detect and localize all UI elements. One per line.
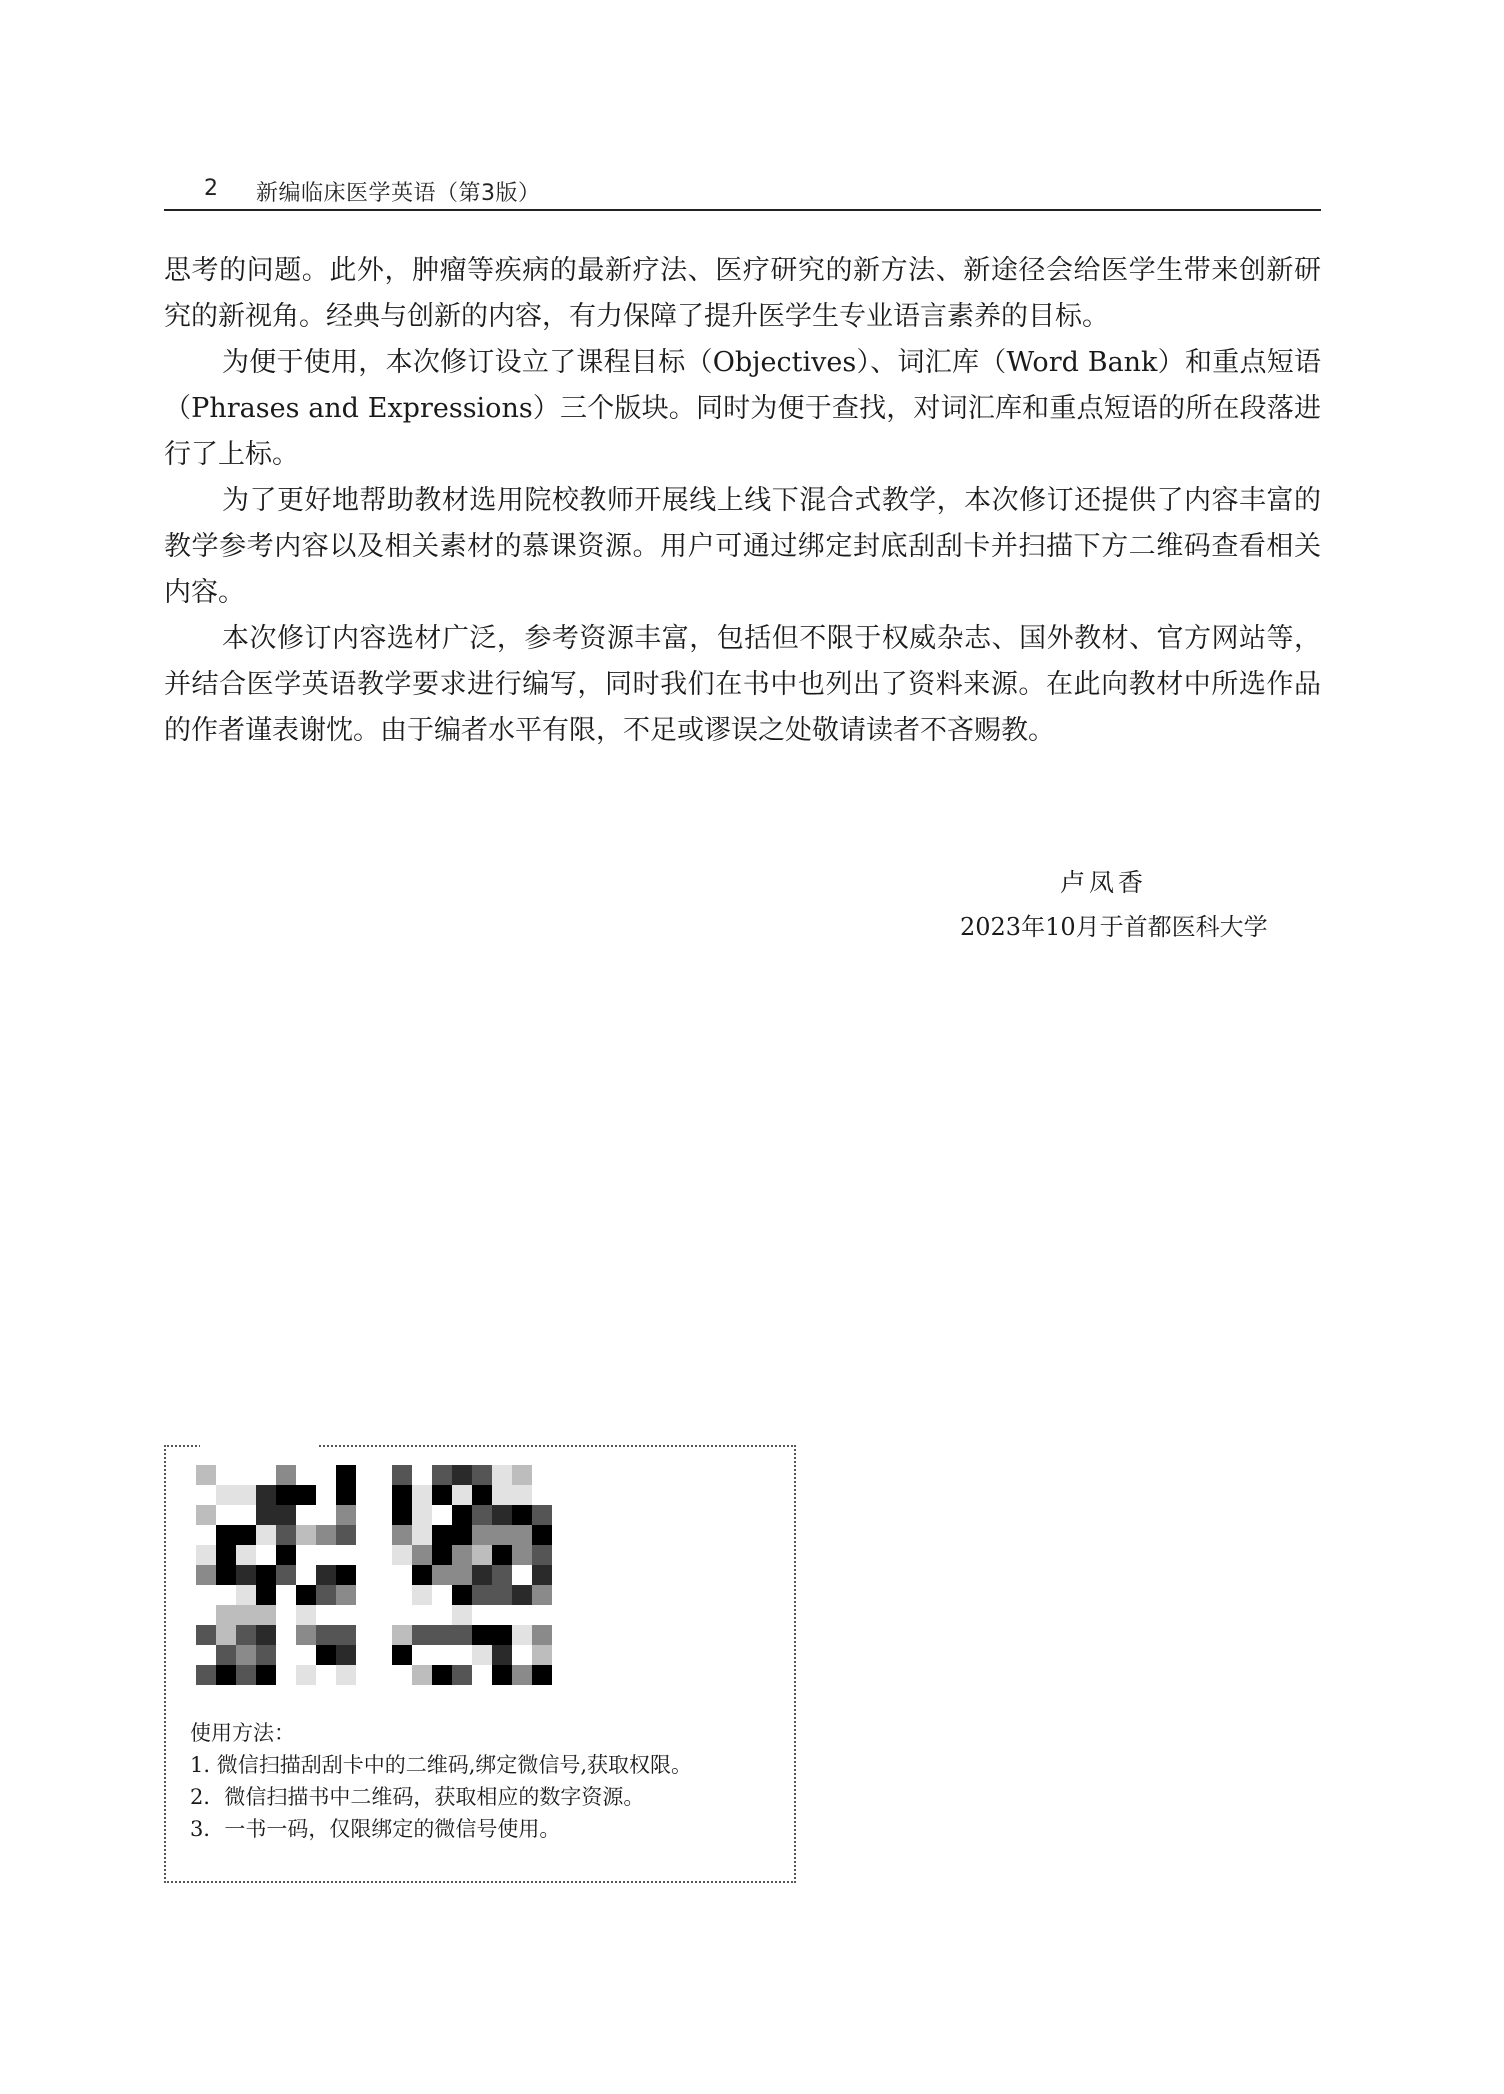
qr-module — [392, 1465, 412, 1485]
qr-module — [532, 1545, 552, 1565]
qr-module — [392, 1525, 412, 1545]
qr-module — [452, 1525, 472, 1545]
qr-module — [452, 1505, 472, 1525]
qr-module — [336, 1525, 356, 1545]
qr-code-left[interactable] — [188, 1461, 364, 1693]
date-place: 2023年10月于首都医科大学 — [960, 913, 1268, 941]
qr-module — [512, 1485, 532, 1505]
qr-module — [472, 1485, 492, 1505]
qr-module — [256, 1605, 276, 1625]
qr-module — [256, 1565, 276, 1585]
qr-module — [532, 1645, 552, 1665]
qr-module — [392, 1485, 412, 1505]
qr-module — [276, 1485, 296, 1505]
qr-module — [432, 1485, 452, 1505]
qr-module — [196, 1505, 216, 1525]
qr-module — [236, 1545, 256, 1565]
qr-module — [412, 1585, 432, 1605]
qr-module — [432, 1665, 452, 1685]
qr-module — [452, 1605, 472, 1625]
qr-module — [316, 1525, 336, 1545]
paragraph: 本次修订内容选材广泛，参考资源丰富，包括但不限于权威杂志、国外教材、官方网站等，并结合医学英语教学要求进行编写，同时我们在书中也列出了资料来源。在此向教材中所选作品的作者谨表谢忱。由于编者水平有限，不足或谬误之处敬请读者不吝赐教。 — [164, 623, 1321, 746]
qr-module — [276, 1505, 296, 1525]
qr-module — [216, 1545, 236, 1565]
qr-module — [412, 1485, 432, 1505]
qr-module — [512, 1525, 532, 1545]
qr-module — [236, 1485, 256, 1505]
qr-module — [216, 1485, 236, 1505]
qr-module — [236, 1565, 256, 1585]
qr-module — [452, 1545, 472, 1565]
qr-module — [492, 1585, 512, 1605]
qr-module — [336, 1645, 356, 1665]
qr-module — [472, 1525, 492, 1545]
qr-module — [472, 1585, 492, 1605]
qr-module — [236, 1625, 256, 1645]
qr-module — [336, 1585, 356, 1605]
page-number: 2 — [204, 176, 218, 201]
book-title: 新编临床医学英语（第3版） — [256, 181, 541, 206]
qr-module — [492, 1485, 512, 1505]
qr-module — [512, 1625, 532, 1645]
qr-module — [216, 1565, 236, 1585]
qr-module — [392, 1545, 412, 1565]
body-text — [164, 248, 1321, 754]
qr-module — [432, 1545, 452, 1565]
qr-module — [412, 1625, 432, 1645]
qr-module — [236, 1605, 256, 1625]
qr-module — [532, 1665, 552, 1685]
qr-module — [472, 1545, 492, 1565]
qr-module — [432, 1525, 452, 1545]
qr-module — [256, 1585, 276, 1605]
qr-module — [532, 1625, 552, 1645]
qr-module — [452, 1465, 472, 1485]
qr-module — [512, 1465, 532, 1485]
qr-module — [296, 1485, 316, 1505]
qr-module — [492, 1565, 512, 1585]
qr-module — [336, 1505, 356, 1525]
qr-module — [216, 1605, 236, 1625]
qr-module — [236, 1585, 256, 1605]
qr-module — [316, 1625, 336, 1645]
qr-module — [236, 1525, 256, 1545]
qr-module — [432, 1565, 452, 1585]
usage-instructions — [190, 1717, 780, 1845]
qr-module — [256, 1525, 276, 1545]
qr-module — [316, 1585, 336, 1605]
qr-module — [472, 1505, 492, 1525]
paragraph: 思考的问题。此外，肿瘤等疾病的最新疗法、医疗研究的新方法、新途径会给医学生带来创新研究的新视角。经典与创新的内容，有力保障了提升医学生专业语言素养的目标。 — [164, 255, 1321, 332]
qr-module — [196, 1665, 216, 1685]
qr-module — [196, 1545, 216, 1565]
qr-module — [452, 1585, 472, 1605]
qr-module — [296, 1605, 316, 1625]
qr-module — [196, 1625, 216, 1645]
qr-code-box — [164, 1445, 796, 1883]
qr-module — [336, 1625, 356, 1645]
qr-module — [316, 1565, 336, 1585]
qr-module — [532, 1505, 552, 1525]
qr-module — [216, 1625, 236, 1645]
qr-module — [392, 1505, 412, 1525]
qr-module — [276, 1565, 296, 1585]
qr-module — [512, 1585, 532, 1605]
instruction-item: 3．一书一码，仅限绑定的微信号使用。 — [190, 1817, 561, 1841]
qr-module — [492, 1505, 512, 1525]
qr-module — [236, 1665, 256, 1685]
instruction-item: 1. 微信扫描刮刮卡中的二维码,绑定微信号,获取权限。 — [190, 1753, 693, 1777]
qr-module — [492, 1625, 512, 1645]
paragraph: 为了更好地帮助教材选用院校教师开展线上线下混合式教学，本次修订还提供了内容丰富的教学参考内容以及相关素材的慕课资源。用户可通过绑定封底刮刮卡并扫描下方二维码查看相关内容。 — [164, 485, 1321, 608]
qr-module — [452, 1625, 472, 1645]
qr-module — [392, 1625, 412, 1645]
qr-module — [316, 1645, 336, 1665]
qr-module — [276, 1545, 296, 1565]
qr-module — [256, 1485, 276, 1505]
qr-module — [492, 1665, 512, 1685]
qr-module — [532, 1525, 552, 1545]
qr-module — [512, 1545, 532, 1565]
qr-module — [336, 1465, 356, 1485]
qr-module — [512, 1505, 532, 1525]
qr-module — [216, 1645, 236, 1665]
instruction-item: 2．微信扫描书中二维码，获取相应的数字资源。 — [190, 1785, 645, 1809]
qr-module — [492, 1525, 512, 1545]
qr-module — [412, 1505, 432, 1525]
qr-module — [412, 1525, 432, 1545]
qr-module — [216, 1665, 236, 1685]
qr-code-right[interactable] — [384, 1461, 560, 1693]
qr-module — [432, 1625, 452, 1645]
qr-module — [196, 1565, 216, 1585]
qr-module — [412, 1545, 432, 1565]
qr-module — [492, 1465, 512, 1485]
qr-module — [296, 1665, 316, 1685]
instructions-title: 使用方法： — [190, 1721, 295, 1745]
paragraph: 为便于使用，本次修订设立了课程目标（Objectives）、词汇库（Word Bank）和重点短语（Phrases and Expressions）三个版块。同时为便于查找，对词汇库和重点短语的所在段落进行了上标。 — [164, 347, 1321, 470]
qr-module — [296, 1525, 316, 1545]
qr-module — [492, 1645, 512, 1665]
qr-module — [236, 1645, 256, 1665]
qr-module — [336, 1565, 356, 1585]
qr-module — [336, 1665, 356, 1685]
qr-module — [472, 1625, 492, 1645]
qr-module — [432, 1465, 452, 1485]
qr-module — [452, 1565, 472, 1585]
qr-module — [532, 1585, 552, 1605]
qr-module — [452, 1485, 472, 1505]
qr-module — [296, 1625, 316, 1645]
qr-module — [256, 1505, 276, 1525]
qr-module — [472, 1565, 492, 1585]
qr-module — [336, 1485, 356, 1505]
qr-module — [472, 1645, 492, 1665]
qr-module — [532, 1565, 552, 1585]
qr-module — [256, 1625, 276, 1645]
qr-module — [512, 1665, 532, 1685]
qr-module — [276, 1525, 296, 1545]
qr-module — [276, 1465, 296, 1485]
qr-module — [256, 1665, 276, 1685]
qr-module — [296, 1585, 316, 1605]
qr-module — [472, 1465, 492, 1485]
qr-module — [492, 1545, 512, 1565]
qr-module — [452, 1665, 472, 1685]
author-name: 卢凤香 — [1060, 868, 1148, 897]
qr-module — [412, 1665, 432, 1685]
qr-module — [216, 1525, 236, 1545]
qr-module — [256, 1645, 276, 1665]
header-divider — [164, 209, 1321, 211]
qr-module — [412, 1565, 432, 1585]
qr-module — [196, 1465, 216, 1485]
qr-module — [392, 1645, 412, 1665]
running-header — [164, 176, 1321, 208]
